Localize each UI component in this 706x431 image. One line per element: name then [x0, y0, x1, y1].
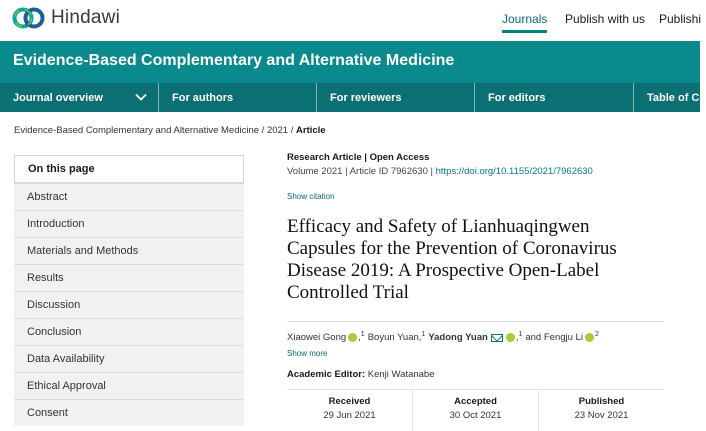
sidebar-item-materials-and-methods[interactable]: Materials and Methods: [14, 237, 244, 264]
article-meta: [287, 166, 593, 177]
doi-link[interactable]: https://doi.org/10.1155/2021/7962630: [435, 166, 593, 177]
menu-table-of-contents[interactable]: [647, 83, 706, 112]
journal-menu: [0, 83, 706, 112]
menu-journal-overview[interactable]: [13, 83, 133, 112]
affiliation-sup[interactable]: 1: [518, 331, 523, 338]
breadcrumb-current: Article: [296, 125, 326, 136]
breadcrumb-year[interactable]: 2021: [266, 125, 289, 136]
author-name-corresponding[interactable]: Yadong Yuan: [428, 332, 488, 343]
sidebar-item-data-availability[interactable]: Data Availability: [14, 345, 244, 372]
menu-divider: [158, 83, 159, 112]
breadcrumb-journal[interactable]: Evidence-Based Complementary and Alternative Medicine: [14, 125, 260, 136]
orcid-icon[interactable]: [585, 333, 594, 342]
article-type: Research Article | Open Access: [287, 152, 430, 163]
sidebar-item-introduction[interactable]: Introduction: [14, 210, 244, 237]
menu-label: For editors: [488, 91, 546, 104]
author-separator: ,: [358, 332, 361, 343]
hindawi-logo[interactable]: [12, 5, 120, 31]
breadcrumb: [14, 125, 326, 136]
menu-divider: [474, 83, 475, 112]
logo-text: Hindawi: [51, 7, 120, 28]
sidebar-heading: On this page: [14, 155, 244, 183]
journal-title[interactable]: Evidence-Based Complementary and Alternative Medicine: [13, 52, 455, 69]
author-list: [287, 332, 602, 343]
show-citation-link[interactable]: Show citation: [287, 192, 335, 201]
date-label: Received: [328, 396, 371, 407]
date-value: 30 Oct 2021: [449, 410, 502, 421]
author-separator: ,: [515, 332, 519, 343]
menu-for-editors[interactable]: [488, 83, 628, 112]
editor-name: Kenji Watanabe: [367, 369, 435, 380]
nav-publishing[interactable]: Publishi: [659, 12, 702, 26]
nav-journals[interactable]: Journals: [502, 12, 548, 26]
sidebar-item-results[interactable]: Results: [14, 264, 244, 291]
menu-label: Table of Co: [647, 91, 706, 104]
sidebar-item-conclusion[interactable]: Conclusion: [14, 318, 244, 345]
show-more-link[interactable]: Show more: [287, 349, 328, 358]
breadcrumb-separator: /: [259, 125, 267, 136]
nav-publish-with-us[interactable]: Publish with us: [565, 12, 646, 26]
menu-divider: [316, 83, 317, 112]
menu-label: Journal overview: [13, 91, 103, 104]
author-separator: ,: [418, 332, 422, 343]
affiliation-sup[interactable]: 2: [594, 331, 599, 338]
author-name[interactable]: Boyun Yuan: [367, 332, 419, 343]
mail-icon[interactable]: [491, 334, 503, 342]
chevron-down-icon[interactable]: [134, 90, 148, 104]
menu-divider: [633, 83, 634, 112]
publication-dates: [287, 389, 664, 431]
menu-for-authors[interactable]: [172, 83, 312, 112]
date-label: Published: [578, 396, 625, 407]
hindawi-logo-icon: [12, 6, 46, 30]
breadcrumb-separator: /: [288, 125, 297, 136]
divider: [287, 321, 664, 322]
orcid-icon[interactable]: [506, 333, 515, 342]
on-this-page-sidebar: [14, 155, 244, 426]
menu-label: For reviewers: [330, 91, 402, 104]
menu-label: For authors: [172, 91, 234, 104]
affiliation-sup[interactable]: 1: [360, 331, 365, 338]
article-id: | Article ID 7962630: [345, 166, 428, 177]
author-and: and: [525, 332, 542, 343]
date-accepted: [413, 390, 539, 431]
article-volume: Volume 2021: [287, 166, 343, 177]
date-published: [539, 390, 664, 431]
affiliation-sup[interactable]: 1: [421, 331, 426, 338]
date-received: [287, 390, 413, 431]
sidebar-item-discussion[interactable]: Discussion: [14, 291, 244, 318]
academic-editor: [287, 369, 435, 380]
author-name[interactable]: Xiaowei Gong: [287, 332, 347, 343]
sidebar-item-consent[interactable]: Consent: [14, 399, 244, 426]
article-title: Efficacy and Safety of Lianhuaqingwen Capsules for the Prevention of Coronavirus Disease 2019: A Prospective Open-Label Controlled Trial: [287, 216, 617, 303]
date-value: 29 Jun 2021: [323, 410, 376, 421]
menu-for-reviewers[interactable]: [330, 83, 470, 112]
editor-label: Academic Editor:: [287, 369, 366, 380]
author-name[interactable]: Fengju Li: [543, 332, 583, 343]
sidebar-item-ethical-approval[interactable]: Ethical Approval: [14, 372, 244, 399]
date-label: Accepted: [454, 396, 497, 407]
orcid-icon[interactable]: [348, 333, 357, 342]
doi-separator: |: [430, 166, 433, 177]
sidebar-item-abstract[interactable]: Abstract: [14, 183, 244, 210]
date-value: 23 Nov 2021: [574, 410, 629, 421]
site-header: [0, 0, 700, 40]
journal-banner: [0, 41, 700, 83]
